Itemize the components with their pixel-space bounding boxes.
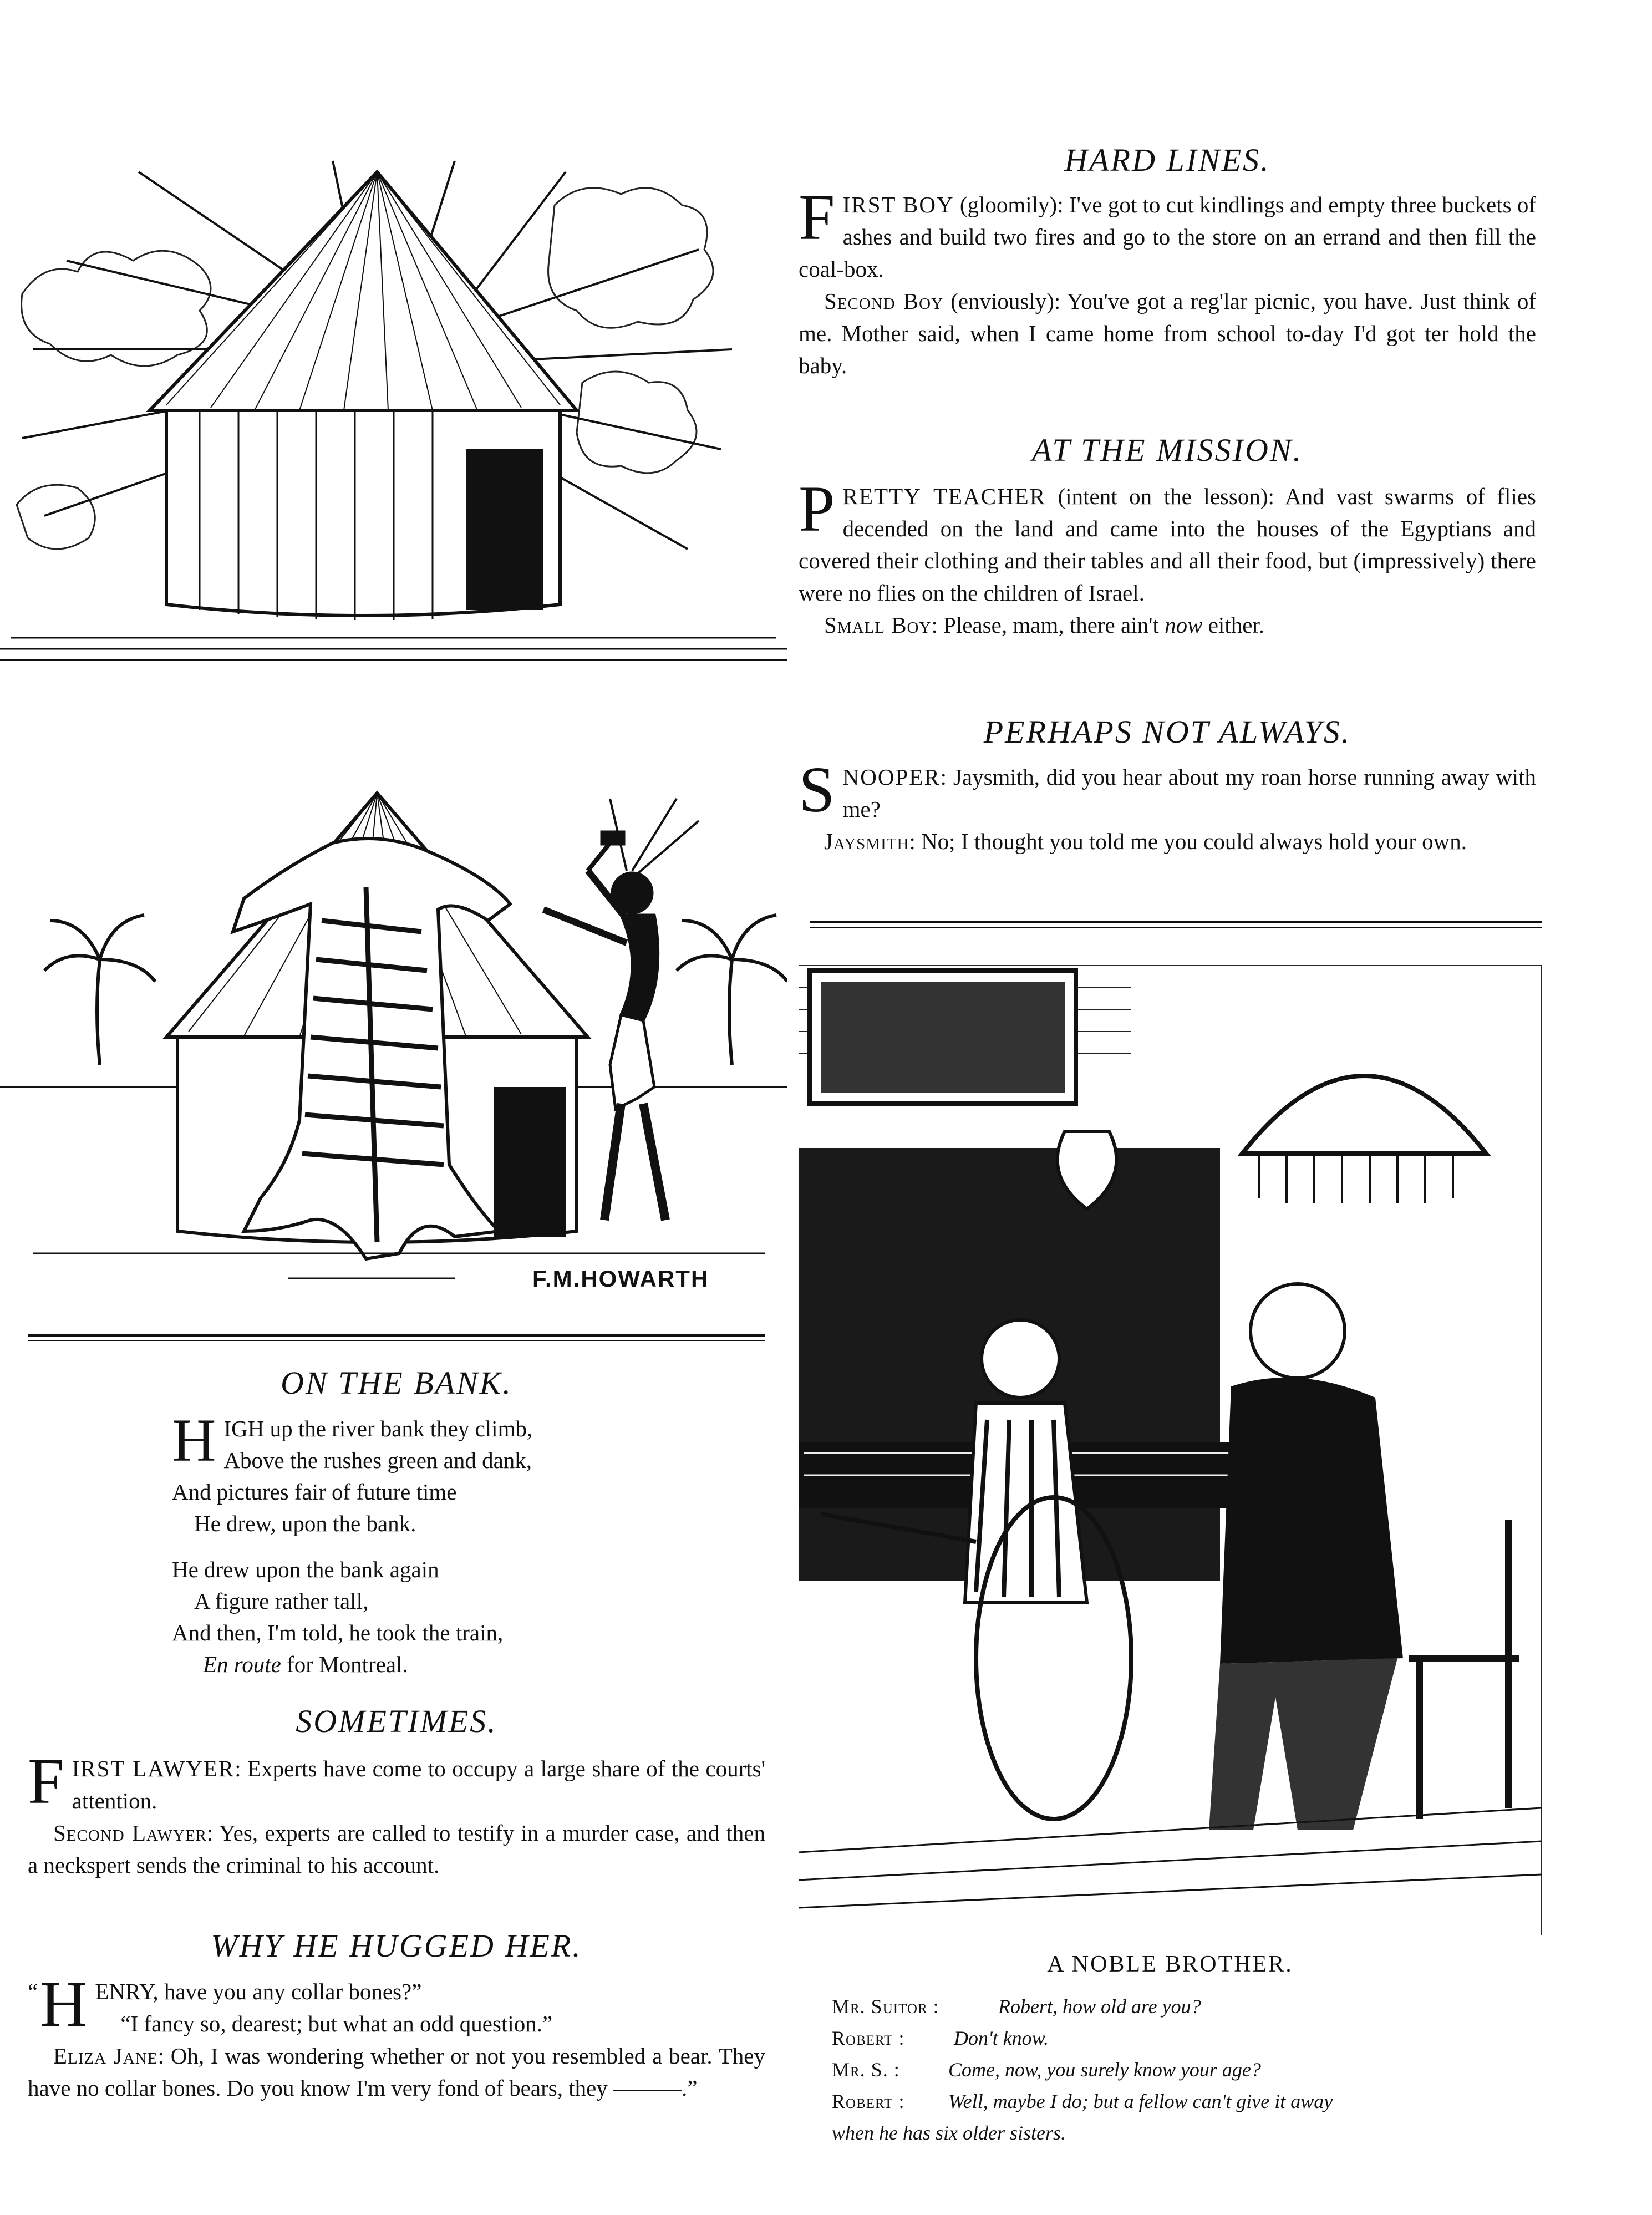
speaker: Second Lawyer xyxy=(53,1820,207,1846)
illustration-signature: F.M.HOWARTH xyxy=(532,1266,709,1292)
dialogue-line xyxy=(832,2086,1553,2117)
divider-right xyxy=(810,921,1542,928)
caption-noble-brother: A NOBLE BROTHER. xyxy=(1047,1952,1293,1977)
dialogue: : Yes, experts are called to testify in a murder case, and then a neckspert sends the criminal to his account. xyxy=(28,1820,765,1878)
speaker: NOOPER xyxy=(842,764,941,790)
dialogue: (enviously): You've got a reg'lar picnic, you have. Just think of me. Mother said, when I came home from school to-day I'd got ter hold the baby. xyxy=(799,288,1536,378)
perhaps-p2 xyxy=(799,825,1536,857)
speaker: IRST BOY xyxy=(842,192,954,217)
stanza xyxy=(172,1406,726,1540)
section-mission xyxy=(799,473,1536,641)
hut-explosion-illustration xyxy=(0,150,787,665)
speaker: Small Boy xyxy=(824,612,932,638)
dialogue: : Jaysmith, did you hear about my roan horse running away with me? xyxy=(842,764,1536,822)
dialogue: (gloomily): I've got to cut kindlings and empty three buckets of ashes and build two fires and go to the store on an errand and then fill the coal-box. xyxy=(799,192,1536,282)
poem-line: Above the rushes green and dank, xyxy=(223,1447,532,1473)
hugged-p2: “I fancy so, dearest; but what an odd question.” xyxy=(120,2011,553,2036)
dialogue-line: when he has six older sisters. xyxy=(832,2122,1066,2144)
dialogue-line xyxy=(832,2023,1553,2054)
heading-sometimes: SOMETIMES. xyxy=(296,1703,497,1739)
poem-line xyxy=(172,1649,726,1680)
parlor-scene-illustration xyxy=(799,965,1542,1935)
speaker: Jaysmith xyxy=(824,829,909,854)
dialogue-line xyxy=(832,2054,1553,2086)
speaker: Robert : xyxy=(832,2027,905,2049)
hard-lines-p2 xyxy=(799,285,1536,382)
speaker: Mr. Suitor : xyxy=(832,1995,939,2018)
dialogue: ENRY, have you any collar bones?” xyxy=(95,1979,422,2004)
hugged-p3 xyxy=(28,2040,765,2104)
sometimes-p2 xyxy=(28,1817,765,1881)
drop-cap: F xyxy=(28,1745,64,1817)
speaker: Robert : xyxy=(832,2090,905,2112)
poem-on-the-bank xyxy=(172,1406,726,1680)
drop-cap: H xyxy=(40,1968,88,2040)
speaker: RETTY TEACHER xyxy=(842,484,1046,509)
dialogue: Robert, how old are you? xyxy=(998,1995,1201,2018)
divider-left xyxy=(28,1334,765,1341)
poem-text: for Montreal. xyxy=(281,1652,408,1677)
heading-hard-lines: HARD LINES. xyxy=(1064,142,1270,178)
dialogue: Well, maybe I do; but a fellow can't give it away xyxy=(948,2090,1333,2112)
poem-line: And then, I'm told, he took the train, xyxy=(172,1620,504,1645)
drop-cap: P xyxy=(799,473,835,545)
poem-line: He drew, upon the bank. xyxy=(194,1511,416,1536)
hut-tiger-skin-illustration xyxy=(0,776,787,1309)
dialogue-noble-brother xyxy=(832,1991,1553,2149)
dialogue: : Please, mam, there ain't xyxy=(931,612,1165,638)
drop-cap: S xyxy=(799,753,835,826)
section-perhaps xyxy=(799,753,1536,857)
section-sometimes xyxy=(28,1745,765,1881)
drop-cap: H xyxy=(172,1406,216,1474)
dialogue: (intent on the lesson): And vast swarms of flies decended on the land and came into the houses of the Egyptians and covered their clothing and their tables and all their food, but (impressively) there were no flies on the children of Israel. xyxy=(799,484,1536,606)
mission-p2 xyxy=(799,609,1536,641)
hard-lines-p1 xyxy=(799,181,1536,285)
speaker: Eliza Jane xyxy=(53,2043,158,2069)
heading-on-the-bank: ON THE BANK. xyxy=(281,1365,512,1401)
speaker: Mr. S. : xyxy=(832,2059,900,2081)
heading-at-the-mission: AT THE MISSION. xyxy=(1031,432,1303,468)
section-hard-lines xyxy=(799,181,1536,382)
stanza xyxy=(172,1554,726,1680)
drop-cap: F xyxy=(799,181,835,253)
dialogue: : Experts have come to occupy a large share of the courts' attention. xyxy=(72,1756,765,1813)
dialogue: Come, now, you surely know your age? xyxy=(948,2059,1261,2081)
heading-why-he-hugged-her: WHY HE HUGGED HER. xyxy=(211,1928,582,1964)
poem-line: And pictures fair of future time xyxy=(172,1479,457,1505)
perhaps-p1 xyxy=(799,753,1536,826)
dialogue: : Oh, I was wondering whether or not you resembled a bear. They have no collar bones. Do you know I'm very fond of bears, they ———.” xyxy=(28,2043,765,2101)
speaker: IRST LAWYER xyxy=(72,1756,235,1781)
heading-perhaps-not-always: PERHAPS NOT ALWAYS. xyxy=(983,714,1351,750)
poem-line: A figure rather tall, xyxy=(194,1588,369,1614)
speaker: Second Boy xyxy=(824,288,944,314)
dialogue: : No; I thought you told me you could always hold your own. xyxy=(909,829,1467,854)
poem-emphasis: En route xyxy=(203,1652,281,1677)
mission-p1 xyxy=(799,473,1536,609)
dialogue-emphasis: now xyxy=(1165,612,1203,638)
poem-line: He drew upon the bank again xyxy=(172,1557,439,1582)
sometimes-p1 xyxy=(28,1745,765,1817)
dialogue: either. xyxy=(1202,612,1265,638)
dialogue: Don't know. xyxy=(954,2027,1049,2049)
dialogue-line xyxy=(832,1991,1553,2023)
poem-line: IGH up the river bank they climb, xyxy=(223,1416,533,1441)
section-hugged xyxy=(28,1968,765,2104)
open-quote: “ xyxy=(28,1979,38,2004)
